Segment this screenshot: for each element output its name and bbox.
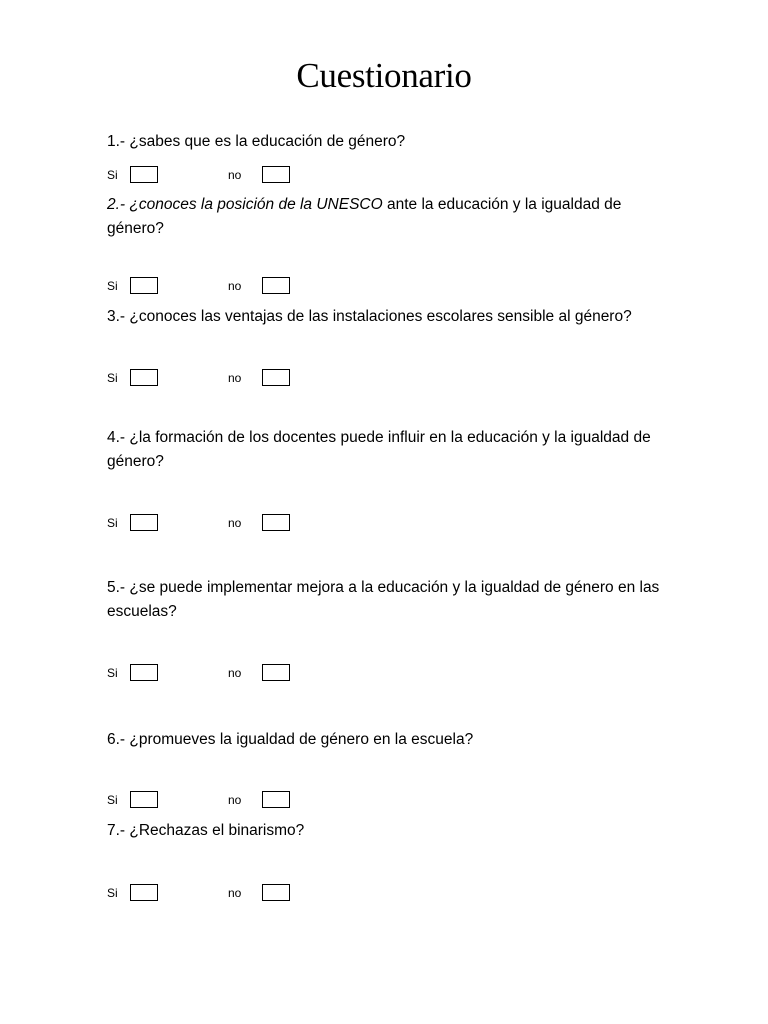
- no-label: no: [228, 793, 242, 807]
- question-7-text: 7.- ¿Rechazas el binarismo?: [107, 822, 305, 839]
- yes-label: Si: [107, 168, 118, 182]
- yes-label: Si: [107, 666, 118, 680]
- question-4-yes-checkbox[interactable]: [130, 514, 158, 531]
- no-label: no: [228, 666, 242, 680]
- no-label: no: [228, 168, 242, 182]
- no-label: no: [228, 371, 242, 385]
- page-title: Cuestionario: [296, 56, 472, 95]
- question-6-no-checkbox[interactable]: [262, 791, 290, 808]
- no-label: no: [228, 886, 242, 900]
- question-3-yes-checkbox[interactable]: [130, 369, 158, 386]
- question-6-yes-checkbox[interactable]: [130, 791, 158, 808]
- question-5-no-checkbox[interactable]: [262, 664, 290, 681]
- question-1-answers: [0, 166, 768, 186]
- yes-label: Si: [107, 793, 118, 807]
- question-1-yes-checkbox[interactable]: [130, 166, 158, 183]
- question-2-italic-part: 2.- ¿conoces la posición de la UNESCO: [107, 196, 383, 213]
- yes-label: Si: [107, 516, 118, 530]
- question-2-yes-checkbox[interactable]: [130, 277, 158, 294]
- question-4-answers: [0, 514, 768, 534]
- question-2-answers: [0, 277, 768, 297]
- question-6-text: 6.- ¿promueves la igualdad de género en la escuela?: [107, 731, 474, 748]
- yes-label: Si: [107, 886, 118, 900]
- question-5-answers: [0, 664, 768, 684]
- question-5-yes-checkbox[interactable]: [130, 664, 158, 681]
- question-3-answers: [0, 369, 768, 389]
- question-2-no-checkbox[interactable]: [262, 277, 290, 294]
- yes-label: Si: [107, 371, 118, 385]
- question-2-text: [107, 193, 667, 241]
- question-3-text: 3.- ¿conoces las ventajas de las instalaciones escolares sensible al género?: [107, 308, 632, 325]
- no-label: no: [228, 279, 242, 293]
- question-5-text: 5.- ¿se puede implementar mejora a la educación y la igualdad de género en las escuelas?: [107, 579, 660, 620]
- question-4-text: 4.- ¿la formación de los docentes puede influir en la educación y la igualdad de género?: [107, 429, 651, 470]
- question-7-answers: [0, 884, 768, 904]
- question-4-no-checkbox[interactable]: [262, 514, 290, 531]
- question-3-no-checkbox[interactable]: [262, 369, 290, 386]
- question-7-yes-checkbox[interactable]: [130, 884, 158, 901]
- question-7-no-checkbox[interactable]: [262, 884, 290, 901]
- yes-label: Si: [107, 279, 118, 293]
- question-6-answers: [0, 791, 768, 811]
- question-2-rest: ante la educación y la igualdad de género?: [107, 196, 622, 237]
- question-1-no-checkbox[interactable]: [262, 166, 290, 183]
- question-1-text: 1.- ¿sabes que es la educación de género?: [107, 133, 406, 150]
- no-label: no: [228, 516, 242, 530]
